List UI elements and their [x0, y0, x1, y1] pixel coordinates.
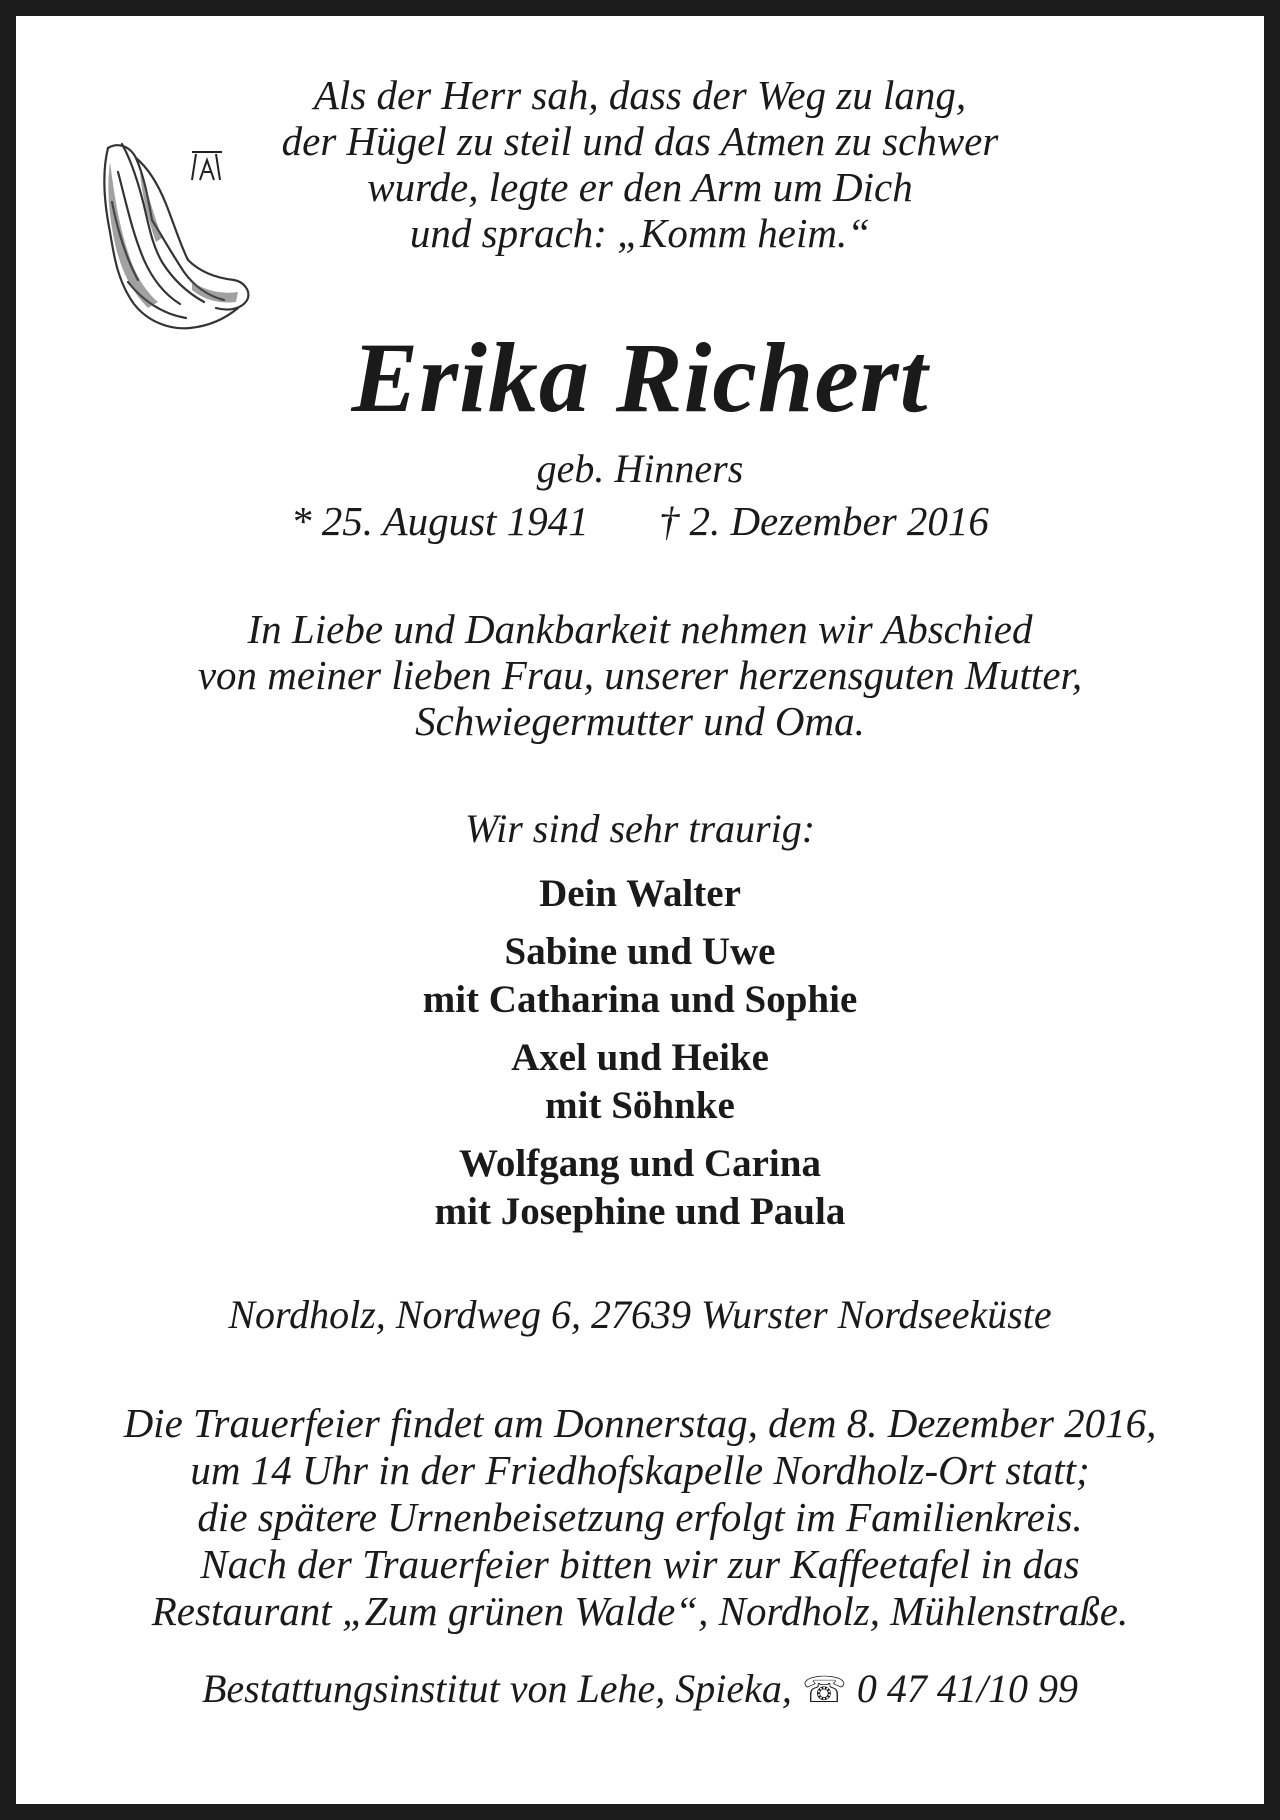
opening-verse	[0, 72, 1280, 256]
mourner-line: Dein Walter	[539, 872, 741, 915]
verse-line: und sprach: „Komm heim.“	[409, 210, 871, 256]
mourner-line: Wolfgang und Carina	[459, 1142, 821, 1185]
mourner-group	[0, 928, 1280, 1024]
life-dates	[0, 498, 1280, 544]
family-address: Nordholz, Nordweg 6, 27639 Wurster Nordseeküste	[228, 1292, 1052, 1337]
birth-name: geb. Hinners	[536, 446, 744, 491]
telephone-icon: ☏	[801, 1670, 847, 1711]
mourner-line: mit Söhnke	[545, 1084, 735, 1127]
mourner-group	[0, 870, 1280, 918]
service-line: Die Trauerfeier findet am Donnerstag, dem 8. Dezember 2016,	[123, 1400, 1157, 1446]
farewell-line: In Liebe und Dankbarkeit nehmen wir Abschied	[247, 606, 1033, 652]
farewell-line: von meiner lieben Frau, unserer herzensguten Mutter,	[197, 652, 1083, 698]
mourner-line: Axel und Heike	[511, 1036, 769, 1079]
funeral-service-info	[0, 1400, 1280, 1635]
verse-line: der Hügel zu steil und das Atmen zu schwer	[281, 118, 999, 164]
service-line: um 14 Uhr in der Friedhofskapelle Nordholz-Ort statt;	[190, 1447, 1090, 1493]
undertaker-phone: 0 47 41/10 99	[856, 1666, 1079, 1711]
farewell-line: Schwiegermutter und Oma.	[415, 698, 865, 744]
service-line: Restaurant „Zum grünen Walde“, Nordholz, Mühlenstraße.	[151, 1588, 1129, 1634]
mourner-group	[0, 1140, 1280, 1236]
mourner-group	[0, 1034, 1280, 1130]
undertaker-name: Bestattungsinstitut von Lehe, Spieka,	[201, 1666, 792, 1711]
death-date: † 2. Dezember 2016	[658, 498, 989, 544]
verse-line: Als der Herr sah, dass der Weg zu lang,	[313, 72, 967, 118]
birth-date: * 25. August 1941	[291, 498, 589, 544]
mourner-line: Sabine und Uwe	[504, 930, 776, 973]
undertaker-line	[0, 1666, 1280, 1714]
verse-line: wurde, legte er den Arm um Dich	[367, 164, 913, 210]
farewell-text	[0, 606, 1280, 744]
mourners-intro: Wir sind sehr traurig:	[464, 806, 816, 851]
mourner-line: mit Josephine und Paula	[434, 1190, 846, 1233]
mourner-line: mit Catharina und Sophie	[422, 978, 858, 1021]
mourners-list	[0, 870, 1280, 1246]
service-line: Nach der Trauerfeier bitten wir zur Kaffeetafel in das	[200, 1541, 1080, 1587]
deceased-name: Erika Richert	[351, 322, 929, 433]
service-line: die spätere Urnenbeisetzung erfolgt im Familienkreis.	[197, 1494, 1083, 1540]
